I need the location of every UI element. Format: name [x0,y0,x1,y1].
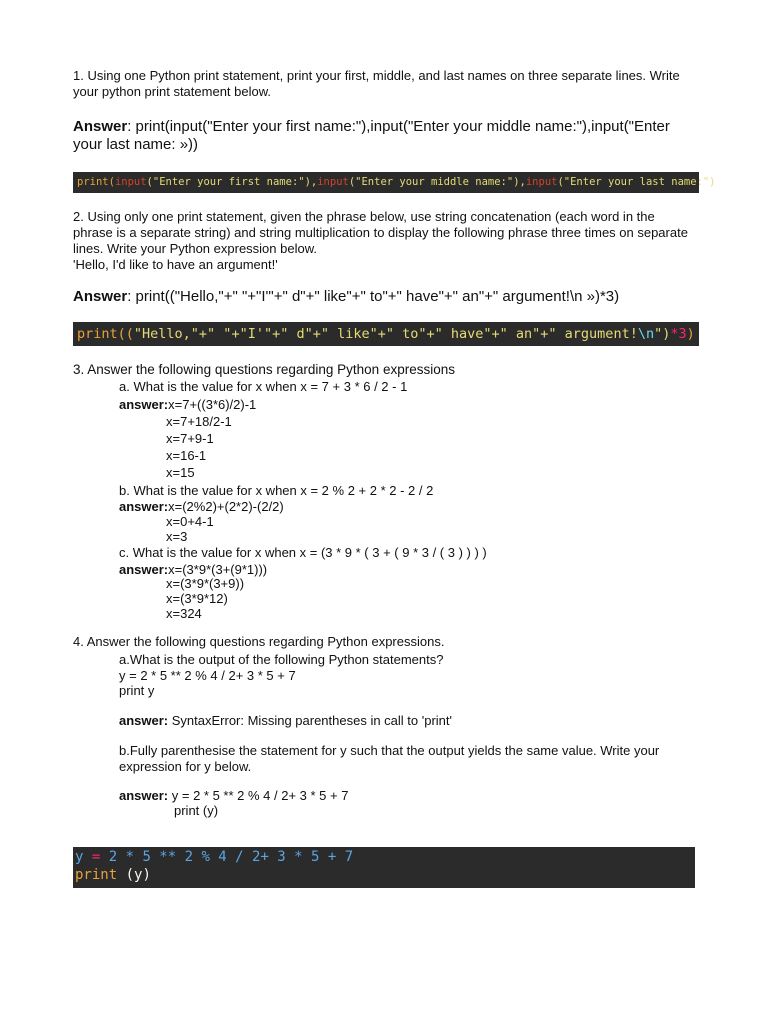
question-3a-answer [119,397,256,413]
code-token: (y) [117,867,151,883]
answer-step: x=(2%2)+(2*2)-(2/2) [168,499,284,514]
code-token: = [83,849,109,865]
answer-step: x=7+18/2-1 [166,414,232,429]
answer-label: Answer [73,118,128,135]
question-1-answer [73,118,698,154]
answer-step: x=(3*9*(3+9)) [166,576,245,591]
code-token: \n [637,326,655,342]
question-1-text: 1. Using one Python print statement, print your first, middle, and last names on three separate lines. Write your python print statement below. [73,68,680,99]
answer-label: answer: [119,562,169,577]
answer-label: answer: [119,397,169,412]
question-4b-answer [119,788,348,804]
code-token: input [114,176,147,188]
code-token: y [75,849,84,865]
answer-label: answer: [119,499,169,514]
code-token: "Hello,"+" "+"I'"+" d"+" like"+" to"+" have"+" an"+" argument! [133,326,638,342]
code-block-3 [73,847,695,888]
answer-step: x=0+4-1 [166,514,214,529]
question-4a: a.What is the output of the following Python statements? [119,652,444,667]
code-block-2 [73,322,699,346]
question-4-title: 4. Answer the following questions regarding Python expressions. [73,634,445,649]
answer-text: y = 2 * 5 ** 2 % 4 / 2+ 3 * 5 + 7 [168,788,349,803]
code-line [75,866,695,884]
answer-text: : print(("Hello,"+" "+"I'"+" d"+" like"+" to"+" have"+" an"+" argument!\n »)*3) [127,288,620,305]
question-3c: c. What is the value for x when x = (3 * 9 * ( 3 + ( 9 * 3 / ( 3 ) ) ) ) [119,545,487,560]
code-token: ("Enter your last name:") [557,176,716,188]
code-token: *3 [670,326,687,342]
question-3b: b. What is the value for x when x = 2 % 2 + 2 * 2 - 2 / 2 [119,483,434,498]
answer-text: print (y) [174,803,219,818]
answer-step: x=324 [166,606,202,621]
answer-label: Answer [73,288,128,305]
answer-label: answer: [119,713,169,728]
code-token: ) [686,326,695,342]
question-2-text: 2. Using only one print statement, given the phrase below, use string concatenation (each word in the phrase is a separate string) and string multiplication to display the following phrase three times on separate lines. Write your Python expression below. [73,209,688,256]
answer-step: x=16-1 [166,448,207,463]
code-token: ") [654,326,671,342]
question-3-title: 3. Answer the following questions regarding Python expressions [73,362,455,377]
code-token: ("Enter your first name:"), [146,176,318,188]
answer-text: SyntaxError: Missing parentheses in call to 'print' [168,713,453,728]
code-token: print(( [77,326,134,342]
code-token: input [317,176,349,188]
code-token: 2 * 5 ** 2 % 4 / 2+ 3 * 5 + 7 [108,849,354,865]
answer-step: x=7+9-1 [166,431,214,446]
question-3b-answer [119,499,284,515]
question-4a-code-line: print y [119,683,155,698]
code-token: print( [77,176,115,188]
answer-step: x=(3*9*(3+(9*1))) [168,562,268,577]
code-token: ("Enter your middle name:"), [348,176,526,188]
question-4a-answer [119,713,452,729]
question-2-answer [73,288,698,306]
answer-label: answer: [119,788,169,803]
answer-step: x=7+((3*6)/2)-1 [168,397,257,412]
question-4b: b.Fully parenthesise the statement for y such that the output yields the same value. Write your expression for y below. [119,743,660,774]
answer-text: : print(input("Enter your first name:"),input("Enter your middle name:"),input("Enter your last name: »)) [73,118,670,153]
answer-step: x=3 [166,529,188,544]
code-token: input [525,176,558,188]
code-line [75,848,695,866]
question-4a-code-line: y = 2 * 5 ** 2 % 4 / 2+ 3 * 5 + 7 [119,668,296,683]
question-3a: a. What is the value for x when x = 7 + 3 * 6 / 2 - 1 [119,379,408,394]
code-block-1 [73,172,716,193]
answer-step: x=(3*9*12) [166,591,228,606]
answer-step: x=15 [166,465,195,480]
code-token: print [75,867,118,883]
question-2-phrase: 'Hello, I'd like to have an argument!' [73,257,278,272]
